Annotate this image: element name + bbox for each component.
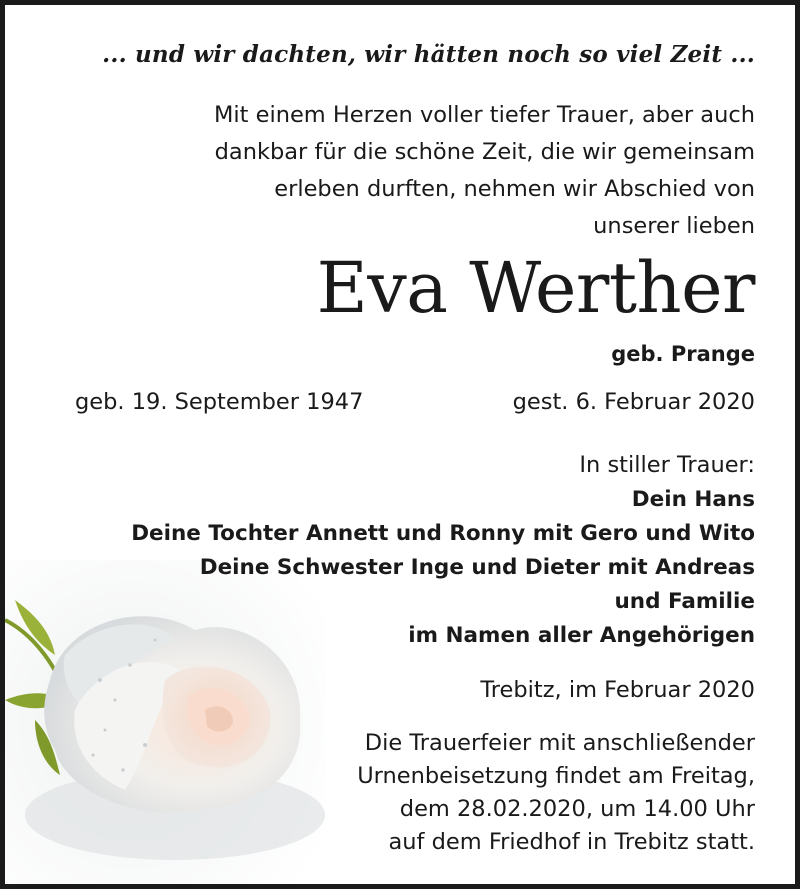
- birth-date: geb. 19. September 1947: [75, 389, 364, 415]
- intro-line: Mit einem Herzen voller tiefer Trauer, aber auch: [213, 102, 755, 128]
- service-line: Urnenbeisetzung findet am Freitag,: [357, 763, 755, 789]
- service-line: auf dem Friedhof in Trebitz statt.: [388, 829, 755, 855]
- intro-line: dankbar für die schöne Zeit, die wir gemeinsam: [214, 139, 755, 165]
- mourners-list: [131, 483, 755, 653]
- mourner-line: im Namen aller Angehörigen: [408, 623, 755, 648]
- mourner-line: und Familie: [614, 589, 755, 614]
- intro-line: erleben durften, nehmen wir Abschied von: [274, 176, 755, 202]
- intro-text: [214, 97, 755, 245]
- mourning-label: In stiller Trauer:: [579, 452, 755, 478]
- motto-quote: ... und wir dachten, wir hätten noch so viel Zeit ...: [102, 41, 755, 68]
- mourner-line: Deine Tochter Annett und Ronny mit Gero und Wito: [131, 521, 755, 546]
- mourner-line: Dein Hans: [631, 487, 755, 512]
- intro-line: unserer lieben: [593, 213, 755, 239]
- deceased-name: Eva Werther: [316, 247, 755, 329]
- maiden-name: geb. Prange: [611, 342, 755, 366]
- place-and-date: Trebitz, im Februar 2020: [480, 677, 755, 703]
- funeral-service-info: [357, 727, 755, 859]
- service-line: Die Trauerfeier mit anschließender: [364, 730, 755, 756]
- death-date: gest. 6. Februar 2020: [512, 389, 755, 415]
- mourner-line: Deine Schwester Inge und Dieter mit Andreas: [199, 555, 755, 580]
- service-line: dem 28.02.2020, um 14.00 Uhr: [399, 796, 755, 822]
